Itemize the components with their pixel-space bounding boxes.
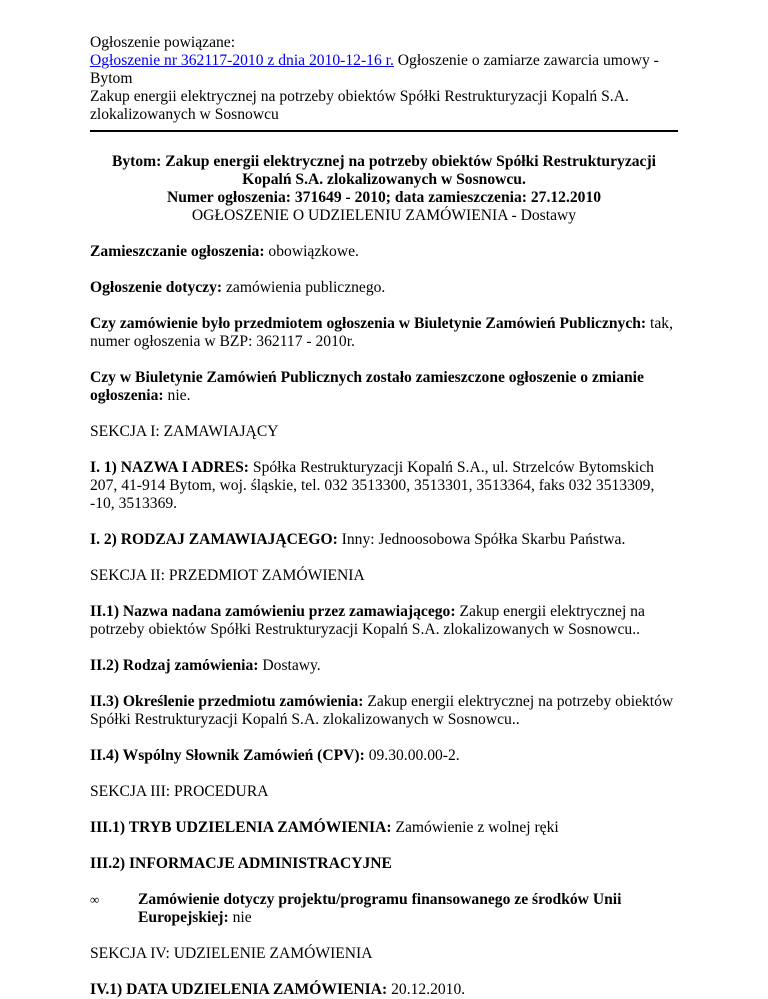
item-label: IV.1) DATA UDZIELENIA ZAMÓWIENIA: xyxy=(90,981,388,998)
award-date xyxy=(90,981,678,999)
horizontal-rule xyxy=(90,130,678,132)
item-label: Zamówienie dotyczy projektu/programu finansowanego ze środków Unii Europejskiej: xyxy=(138,891,622,926)
notice-number: Numer ogłoszenia: 371649 - 2010; data zamieszczenia: 27.12.2010 xyxy=(166,189,602,206)
related-notice-suffix: Ogłoszenie o zamiarze zawarcia umowy - xyxy=(393,52,659,69)
item-label: III.1) TRYB UDZIELENIA ZAMÓWIENIA: xyxy=(90,819,392,836)
bullet-text xyxy=(138,891,678,927)
item-value: obowiązkowe. xyxy=(264,243,359,260)
info-item-publication xyxy=(90,243,678,261)
item-value: tak, numer ogłoszenia w BZP: 362117 - 2010r. xyxy=(90,315,673,350)
contract-description xyxy=(90,693,678,729)
related-notice-header xyxy=(90,34,678,124)
section-heading-4: SEKCJA IV: UDZIELENIE ZAMÓWIENIA xyxy=(90,945,373,962)
item-label: III.2) INFORMACJE ADMINISTRACYJNE xyxy=(90,855,392,872)
section-heading-1: SEKCJA I: ZAMAWIAJĄCY xyxy=(90,423,279,440)
eu-funding-bullet xyxy=(90,891,678,927)
contracting-authority-address xyxy=(90,459,678,513)
cpv-code xyxy=(90,747,678,765)
contracting-authority-type xyxy=(90,531,678,549)
info-item-concerns xyxy=(90,279,678,297)
item-label: I. 2) RODZAJ ZAMAWIAJĄCEGO: xyxy=(90,531,338,548)
item-value: Dostawy. xyxy=(258,657,321,674)
notice-type: OGŁOSZENIE O UDZIELENIU ZAMÓWIENIA - Dostawy xyxy=(191,207,577,224)
item-value: Spółka Restrukturyzacji Kopalń S.A., ul. Strzelców Bytomskich 207, 41-914 Bytom, woj. śląskie, tel. 032 3513300, 3513301, 3513364, faks 032 3513309, -10, 3513369. xyxy=(90,459,655,512)
item-value: Zakup energii elektrycznej na potrzeby obiektów Spółki Restrukturyzacji Kopalń S.A. zlokalizowanych w Sosnowcu.. xyxy=(90,603,645,638)
related-label: Ogłoszenie powiązane: xyxy=(90,34,236,51)
item-label: II.4) Wspólny Słownik Zamówień (CPV): xyxy=(90,747,365,764)
item-label: Zamieszczanie ogłoszenia: xyxy=(90,243,265,260)
related-subject-line1: Zakup energii elektrycznej na potrzeby obiektów Spółki Restrukturyzacji Kopalń S.A. xyxy=(90,88,629,105)
item-label: I. 1) NAZWA I ADRES: xyxy=(90,459,249,476)
item-value: 09.30.00.00-2. xyxy=(364,747,460,764)
item-value: nie xyxy=(228,909,252,926)
item-label: Ogłoszenie dotyczy: xyxy=(90,279,223,296)
related-link-line xyxy=(90,52,678,70)
section-heading-3: SEKCJA III: PROCEDURA xyxy=(90,783,269,800)
item-label: Czy zamówienie było przedmiotem ogłoszenia w Biuletynie Zamówień Publicznych: xyxy=(90,315,647,332)
procedure-mode xyxy=(90,819,678,837)
item-label: II.1) Nazwa nadana zamówieniu przez zamawiającego: xyxy=(90,603,456,620)
item-value: Zakup energii elektrycznej na potrzeby obiektów Spółki Restrukturyzacji Kopalń S.A. zlokalizowanych w Sosnowcu.. xyxy=(90,693,674,728)
title-line2: Kopalń S.A. zlokalizowanych w Sosnowcu. xyxy=(242,171,526,188)
document-page xyxy=(90,34,678,999)
info-item-change xyxy=(90,369,678,405)
section-heading-2: SEKCJA II: PRZEDMIOT ZAMÓWIENIA xyxy=(90,567,365,584)
item-value: 20.12.2010. xyxy=(387,981,466,998)
related-subject-line2: zlokalizowanych w Sosnowcu xyxy=(90,106,279,123)
item-value: zamówienia publicznego. xyxy=(222,279,386,296)
info-item-bzp xyxy=(90,315,678,351)
item-label: II.2) Rodzaj zamówienia: xyxy=(90,657,259,674)
item-label: Czy w Biuletynie Zamówień Publicznych zostało zamieszczone ogłoszenie o zmianie ogłoszenia: xyxy=(90,369,644,404)
item-value: Zamówienie z wolnej ręki xyxy=(391,819,559,836)
admin-info-heading xyxy=(90,855,678,873)
contract-name xyxy=(90,603,678,639)
related-notice-link[interactable]: Ogłoszenie nr 362117-2010 z dnia 2010-12-16 r. xyxy=(90,52,394,69)
related-city: Bytom xyxy=(90,70,133,87)
title-line1: Bytom: Zakup energii elektrycznej na potrzeby obiektów Spółki Restrukturyzacji xyxy=(111,153,656,170)
item-value: Inny: Jednoosobowa Spółka Skarbu Państwa. xyxy=(337,531,626,548)
bullet-icon: ∞ xyxy=(90,892,100,907)
contract-kind xyxy=(90,657,678,675)
item-label: II.3) Określenie przedmiotu zamówienia: xyxy=(90,693,364,710)
item-value: nie. xyxy=(163,387,191,404)
notice-title-block xyxy=(90,153,678,225)
